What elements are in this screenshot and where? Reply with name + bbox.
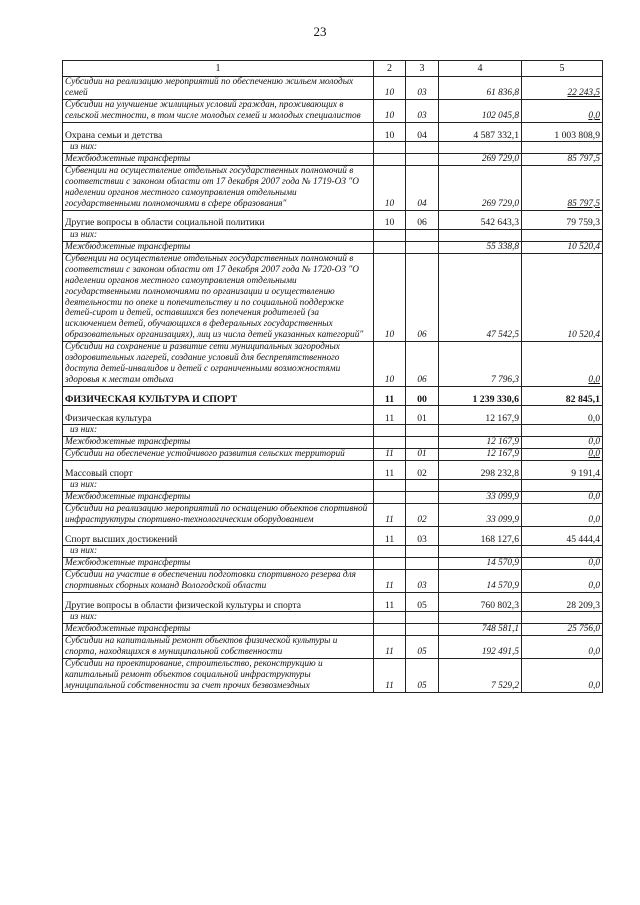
row-name-cell: Межбюджетные трансферты — [63, 558, 374, 570]
row-section-cell: 11 — [374, 406, 406, 425]
row-value-transfer-cell: 0,0 — [522, 449, 603, 461]
row-value-transfer-cell: 0,0 — [522, 342, 603, 387]
row-section-cell: 10 — [374, 122, 406, 141]
row-section-cell — [374, 558, 406, 570]
row-value-transfer-cell: 9 191,4 — [522, 461, 603, 480]
row-value-total-cell: 14 570,9 — [439, 558, 522, 570]
row-subsection-cell: 05 — [406, 592, 439, 611]
row-value-total-cell: 12 167,9 — [439, 449, 522, 461]
page-number: 23 — [313, 24, 327, 39]
row-subsection-cell: 02 — [406, 461, 439, 480]
table-row — [63, 592, 603, 611]
row-value-transfer-cell: 0,0 — [522, 504, 603, 527]
table-row — [63, 461, 603, 480]
table-row — [63, 165, 603, 210]
table-row — [63, 480, 603, 492]
row-name-cell: Субсидии на участие в обеспечении подготовки спортивного резерва для спортивных сборных команд Вологодской области — [63, 569, 374, 592]
row-section-cell: 11 — [374, 635, 406, 658]
table-row — [63, 141, 603, 153]
table-row — [63, 504, 603, 527]
row-value-total-cell: 55 338,8 — [439, 241, 522, 253]
row-name-cell: Субсидии на капитальный ремонт объектов физической культуры и спорта, находящихся в муниципальной собственности — [63, 635, 374, 658]
row-section-cell: 11 — [374, 504, 406, 527]
row-value-total-cell — [439, 546, 522, 558]
table-row — [63, 527, 603, 546]
row-name-cell: Другие вопросы в области физической культуры и спорта — [63, 592, 374, 611]
row-subsection-cell: 05 — [406, 658, 439, 692]
row-section-cell: 10 — [374, 253, 406, 342]
row-name-cell: из них: — [63, 229, 374, 241]
row-value-transfer-cell — [522, 425, 603, 437]
row-value-transfer-cell: 85 797,5 — [522, 153, 603, 165]
row-value-total-cell: 748 581,1 — [439, 623, 522, 635]
row-subsection-cell: 03 — [406, 569, 439, 592]
row-value-total-cell: 47 542,5 — [439, 253, 522, 342]
row-section-cell: 10 — [374, 77, 406, 100]
row-section-cell: 10 — [374, 99, 406, 122]
row-name-cell: из них: — [63, 141, 374, 153]
row-subsection-cell — [406, 153, 439, 165]
row-value-total-cell — [439, 229, 522, 241]
row-name-cell: из них: — [63, 611, 374, 623]
table-row — [63, 492, 603, 504]
table-row — [63, 229, 603, 241]
header-cell: 5 — [522, 61, 603, 77]
table-row — [63, 611, 603, 623]
row-value-total-cell: 33 099,9 — [439, 504, 522, 527]
row-subsection-cell — [406, 492, 439, 504]
table-row — [63, 210, 603, 229]
row-section-cell — [374, 141, 406, 153]
row-value-transfer-cell — [522, 546, 603, 558]
header-cell: 3 — [406, 61, 439, 77]
table-row — [63, 425, 603, 437]
row-name-cell: Межбюджетные трансферты — [63, 623, 374, 635]
table-row — [63, 635, 603, 658]
row-value-total-cell: 14 570,9 — [439, 569, 522, 592]
row-subsection-cell — [406, 229, 439, 241]
row-subsection-cell: 06 — [406, 342, 439, 387]
row-subsection-cell — [406, 611, 439, 623]
row-name-cell: ФИЗИЧЕСКАЯ КУЛЬТУРА И СПОРТ — [63, 387, 374, 406]
header-cell: 1 — [63, 61, 374, 77]
row-value-total-cell — [439, 480, 522, 492]
row-value-total-cell: 269 729,0 — [439, 153, 522, 165]
row-name-cell: Охрана семьи и детства — [63, 122, 374, 141]
row-subsection-cell — [406, 480, 439, 492]
row-section-cell — [374, 492, 406, 504]
row-name-cell: Межбюджетные трансферты — [63, 437, 374, 449]
row-value-transfer-cell: 10 520,4 — [522, 241, 603, 253]
row-subsection-cell: 03 — [406, 527, 439, 546]
row-value-total-cell: 61 836,8 — [439, 77, 522, 100]
row-value-total-cell: 33 099,9 — [439, 492, 522, 504]
row-section-cell — [374, 425, 406, 437]
header-cell: 2 — [374, 61, 406, 77]
row-value-total-cell: 542 643,3 — [439, 210, 522, 229]
table-row — [63, 122, 603, 141]
row-name-cell: из них: — [63, 425, 374, 437]
table-row — [63, 241, 603, 253]
row-name-cell: Субсидии на проектирование, строительство, реконструкцию и капитальный ремонт объектов социальной инфраструктуры муниципальной собственности за счет прочих безвозмездных — [63, 658, 374, 692]
table-row — [63, 387, 603, 406]
table-row — [63, 406, 603, 425]
row-name-cell: Межбюджетные трансферты — [63, 153, 374, 165]
row-name-cell: Массовый спорт — [63, 461, 374, 480]
row-name-cell: Субсидии на сохранение и развитие сети муниципальных загородных оздоровительных лагерей, создание условий для беспрепятственного доступа детей-инвалидов и детей с ограниченными возможностями здоровья к местам отдыха — [63, 342, 374, 387]
row-value-total-cell: 168 127,6 — [439, 527, 522, 546]
row-value-transfer-cell: 22 243,5 — [522, 77, 603, 100]
row-subsection-cell: 03 — [406, 99, 439, 122]
row-section-cell: 11 — [374, 449, 406, 461]
row-value-transfer-cell: 0,0 — [522, 558, 603, 570]
row-value-transfer-cell: 82 845,1 — [522, 387, 603, 406]
row-subsection-cell: 06 — [406, 210, 439, 229]
row-section-cell — [374, 611, 406, 623]
row-section-cell — [374, 241, 406, 253]
row-name-cell: Межбюджетные трансферты — [63, 492, 374, 504]
budget-table — [62, 60, 603, 693]
row-value-total-cell — [439, 141, 522, 153]
row-value-total-cell: 298 232,8 — [439, 461, 522, 480]
table-row — [63, 658, 603, 692]
row-subsection-cell: 04 — [406, 165, 439, 210]
row-value-total-cell: 102 045,8 — [439, 99, 522, 122]
row-value-total-cell: 7 796,3 — [439, 342, 522, 387]
row-section-cell — [374, 546, 406, 558]
row-name-cell: Субсидии на реализацию мероприятий по оснащению объектов спортивной инфраструктуры спортивно-технологическим оборудованием — [63, 504, 374, 527]
row-value-transfer-cell: 0,0 — [522, 99, 603, 122]
row-name-cell: Спорт высших достижений — [63, 527, 374, 546]
row-name-cell: Межбюджетные трансферты — [63, 241, 374, 253]
table-row — [63, 153, 603, 165]
row-value-transfer-cell — [522, 229, 603, 241]
row-section-cell: 11 — [374, 658, 406, 692]
row-subsection-cell — [406, 558, 439, 570]
row-value-total-cell: 4 587 332,1 — [439, 122, 522, 141]
row-subsection-cell: 04 — [406, 122, 439, 141]
row-value-transfer-cell: 0,0 — [522, 437, 603, 449]
row-section-cell: 11 — [374, 592, 406, 611]
row-name-cell: из них: — [63, 480, 374, 492]
row-value-transfer-cell: 85 797,5 — [522, 165, 603, 210]
row-section-cell — [374, 229, 406, 241]
row-name-cell: Субсидии на реализацию мероприятий по обеспечению жильем молодых семей — [63, 77, 374, 100]
row-value-transfer-cell: 10 520,4 — [522, 253, 603, 342]
row-value-total-cell: 1 239 330,6 — [439, 387, 522, 406]
row-subsection-cell: 01 — [406, 406, 439, 425]
row-value-transfer-cell: 0,0 — [522, 635, 603, 658]
row-value-transfer-cell: 79 759,3 — [522, 210, 603, 229]
row-section-cell: 11 — [374, 569, 406, 592]
header-cell: 4 — [439, 61, 522, 77]
row-value-transfer-cell: 0,0 — [522, 406, 603, 425]
row-subsection-cell — [406, 623, 439, 635]
row-value-transfer-cell: 0,0 — [522, 492, 603, 504]
table-row — [63, 342, 603, 387]
row-value-transfer-cell: 45 444,4 — [522, 527, 603, 546]
row-name-cell: Физическая культура — [63, 406, 374, 425]
row-value-total-cell: 760 802,3 — [439, 592, 522, 611]
row-subsection-cell — [406, 425, 439, 437]
row-section-cell — [374, 437, 406, 449]
row-name-cell: Другие вопросы в области социальной политики — [63, 210, 374, 229]
row-section-cell — [374, 623, 406, 635]
row-subsection-cell: 05 — [406, 635, 439, 658]
table-header-row — [63, 61, 603, 77]
row-value-transfer-cell: 25 756,0 — [522, 623, 603, 635]
row-value-transfer-cell — [522, 611, 603, 623]
row-name-cell: из них: — [63, 546, 374, 558]
row-subsection-cell: 01 — [406, 449, 439, 461]
row-value-total-cell: 192 491,5 — [439, 635, 522, 658]
row-section-cell: 10 — [374, 210, 406, 229]
row-section-cell: 11 — [374, 387, 406, 406]
row-subsection-cell — [406, 241, 439, 253]
row-subsection-cell: 03 — [406, 77, 439, 100]
row-value-total-cell: 7 529,2 — [439, 658, 522, 692]
row-subsection-cell: 06 — [406, 253, 439, 342]
row-subsection-cell — [406, 546, 439, 558]
table-row — [63, 253, 603, 342]
row-section-cell: 10 — [374, 165, 406, 210]
row-value-transfer-cell: 0,0 — [522, 658, 603, 692]
row-section-cell: 10 — [374, 342, 406, 387]
row-section-cell: 11 — [374, 461, 406, 480]
row-subsection-cell — [406, 141, 439, 153]
row-name-cell: Субвенции на осуществление отдельных государственных полномочий в соответствии с законом области от 17 декабря 2007 года № 1720-ОЗ "О наделении органов местного самоуправления отдельными государственными полномочиями по организации и осуществлению деятельности по опеке и попечительству и по социальной поддержке детей-сирот и детей, оставшихся без попечения родителей (за исключением детей, обучающихся в федеральных государственных образовательных организациях), лиц из числа детей указанных категорий" — [63, 253, 374, 342]
row-section-cell — [374, 480, 406, 492]
row-value-total-cell — [439, 425, 522, 437]
table-row — [63, 437, 603, 449]
row-name-cell: Субсидии на обеспечение устойчивого развития сельских территорий — [63, 449, 374, 461]
row-section-cell — [374, 153, 406, 165]
row-value-total-cell: 12 167,9 — [439, 437, 522, 449]
row-value-transfer-cell: 1 003 808,9 — [522, 122, 603, 141]
row-section-cell: 11 — [374, 527, 406, 546]
row-value-transfer-cell: 28 209,3 — [522, 592, 603, 611]
row-value-total-cell: 269 729,0 — [439, 165, 522, 210]
row-value-transfer-cell — [522, 480, 603, 492]
row-subsection-cell: 02 — [406, 504, 439, 527]
table-row — [63, 77, 603, 100]
row-value-transfer-cell — [522, 141, 603, 153]
row-subsection-cell: 00 — [406, 387, 439, 406]
row-value-total-cell — [439, 611, 522, 623]
table-row — [63, 99, 603, 122]
row-name-cell: Субвенции на осуществление отдельных государственных полномочий в соответствии с законом области от 17 декабря 2007 года № 1719-ОЗ "О наделении органов местного самоуправления отдельными государственными полномочиями в сфере образования" — [63, 165, 374, 210]
table-row — [63, 558, 603, 570]
row-subsection-cell — [406, 437, 439, 449]
table-row — [63, 569, 603, 592]
row-name-cell: Субсидии на улучшение жилищных условий граждан, проживающих в сельской местности, в том числе молодых семей и молодых специалистов — [63, 99, 374, 122]
row-value-transfer-cell: 0,0 — [522, 569, 603, 592]
table-row — [63, 449, 603, 461]
table-row — [63, 623, 603, 635]
row-value-total-cell: 12 167,9 — [439, 406, 522, 425]
table-row — [63, 546, 603, 558]
